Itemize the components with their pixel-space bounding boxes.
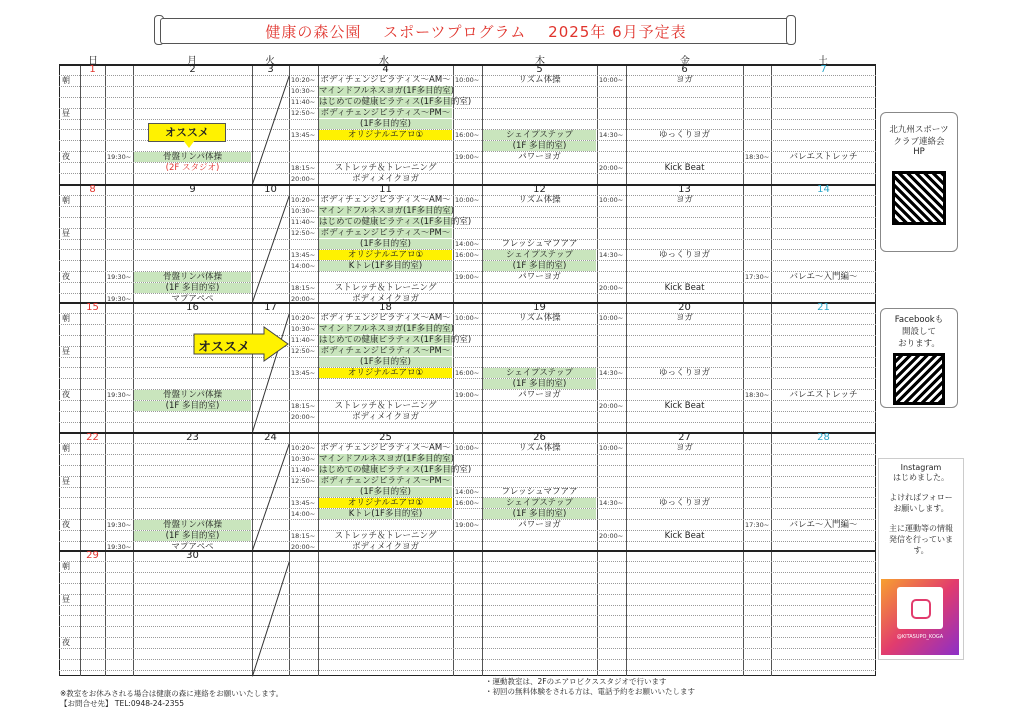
date-label: 30 [186, 550, 199, 561]
time-label: 13:45~ [291, 130, 316, 139]
day-header: 火 [265, 56, 275, 67]
fri-program: ヨガ [675, 313, 693, 324]
time-label: 14:00~ [291, 261, 316, 270]
row-line [59, 476, 876, 477]
time-slot-label: 昼 [62, 108, 70, 118]
time-slot-label: 昼 [62, 346, 70, 356]
wed-program: はじめての健康ピラティス(1F多目的室) [319, 97, 472, 108]
instagram-qr-icon [897, 587, 943, 629]
time-label: 20:00~ [599, 531, 624, 540]
date-label: 17 [264, 302, 277, 313]
thu-program: シェイプステップ [483, 250, 596, 260]
club-hp-text: 北九州スポーツ クラブ連絡会 HP [889, 125, 949, 157]
row-line [59, 411, 876, 412]
time-label: 18:15~ [291, 401, 316, 410]
time-label: 14:30~ [599, 498, 624, 507]
time-label: 10:20~ [291, 314, 316, 323]
wed-program: ストレッチ＆トレーニング [334, 400, 437, 411]
thu-program: (1F 多目的室) [483, 509, 596, 519]
row-line [59, 86, 876, 87]
date-label: 14 [817, 184, 830, 195]
thu-program: パワーヨガ [518, 151, 561, 162]
thu-program: (1F 多目的室) [483, 379, 596, 389]
column-divider [105, 64, 106, 676]
date-label: 26 [533, 432, 546, 443]
fri-program: ヨガ [675, 443, 693, 454]
time-slot-label: 朝 [62, 443, 70, 453]
row-line [59, 324, 876, 325]
time-label: 14:30~ [599, 368, 624, 377]
wed-program: マインドフルネスヨガ(1F多目的室) [319, 324, 454, 335]
wed-program: Kトレ(1F多目的室) [319, 509, 452, 519]
instagram-text: Instagram はじめました。 よければフォロー お願いします。 主に運動等の情報 発信を行っていま す。 [889, 463, 953, 555]
column-divider [597, 64, 598, 676]
mon-program: (2F スタジオ) [165, 162, 220, 173]
date-label: 16 [186, 302, 199, 313]
day-header: 木 [535, 56, 545, 67]
wed-program: オリジナルエアロ① [319, 130, 452, 140]
time-label: 12:50~ [291, 347, 316, 356]
wed-program: ボディチェンジピラティス～AM～ [320, 75, 451, 86]
date-label: 8 [89, 184, 96, 195]
wed-program: (1F多目的室) [319, 357, 452, 367]
time-label: 10:00~ [455, 196, 480, 205]
time-label: 10:00~ [599, 314, 624, 323]
date-label: 2 [189, 64, 196, 75]
time-label: 16:00~ [455, 130, 480, 139]
date-label: 5 [536, 64, 543, 75]
row-line [59, 572, 876, 573]
wed-program: ボディチェンジピラティス～AM～ [320, 443, 451, 454]
time-slot-label: 夜 [62, 638, 70, 648]
date-label: 7 [820, 64, 827, 75]
time-label: 14:30~ [599, 250, 624, 259]
time-label: 14:00~ [455, 488, 480, 496]
wed-program: はじめての健康ピラティス(1F多目的室) [319, 335, 472, 346]
time-label: 19:30~ [107, 390, 132, 399]
column-divider [252, 64, 253, 676]
time-slot-label: 昼 [62, 228, 70, 238]
time-label: 19:30~ [107, 294, 132, 303]
title-scroll-right [786, 15, 796, 45]
time-label: 11:40~ [291, 218, 316, 227]
thu-program: フレッシュマフアア [501, 239, 578, 249]
wed-program: マインドフルネスヨガ(1F多目的室) [319, 86, 454, 97]
facebook-text: Facebookも 開設して おります。 [894, 315, 944, 349]
date-label: 1 [89, 64, 96, 75]
time-slot-label: 夜 [62, 152, 70, 162]
time-label: 13:45~ [291, 250, 316, 259]
club-hp-box [880, 112, 958, 252]
time-label: 10:20~ [291, 444, 316, 453]
time-slot-label: 朝 [62, 195, 70, 205]
time-label: 18:15~ [291, 283, 316, 292]
qr-code-icon[interactable] [892, 171, 946, 225]
fri-program: ゆっくりヨガ [659, 129, 710, 140]
time-label: 10:00~ [455, 76, 480, 85]
wed-program: ボディチェンジピラティス～PM～ [320, 228, 451, 239]
time-label: 19:30~ [107, 152, 132, 161]
thu-program: (1F 多目的室) [483, 261, 596, 271]
time-label: 12:50~ [291, 477, 316, 486]
osusume-callout-1: オススメ [148, 123, 226, 142]
thu-program: リズム体操 [518, 313, 561, 324]
thu-program: パワーヨガ [518, 271, 561, 282]
time-slot-label: 夜 [62, 390, 70, 400]
thu-program: シェイプステップ [483, 498, 596, 508]
row-line [59, 173, 876, 174]
time-label: 18:15~ [291, 531, 316, 540]
date-label: 3 [267, 64, 274, 75]
sat-program: バレエストレッチ [789, 151, 858, 162]
row-line [59, 206, 876, 207]
time-label: 17:30~ [745, 520, 770, 529]
mon-program: 骨盤リンパ体操 [134, 390, 251, 400]
time-label: 10:00~ [455, 444, 480, 453]
footer-note-2: ・運動教室は、2Fのエアロビクススタジオで行います [485, 677, 667, 686]
date-label: 25 [379, 432, 392, 443]
column-divider [453, 64, 454, 676]
mon-program: (1F 多目的室) [134, 531, 251, 541]
time-slot-label: 昼 [62, 476, 70, 486]
day-header: 日 [88, 56, 98, 67]
time-label: 20:00~ [599, 283, 624, 292]
time-label: 19:00~ [455, 520, 480, 529]
row-line [59, 583, 876, 584]
thu-program: フレッシュマフアア [501, 487, 578, 497]
wed-program: ストレッチ＆トレーニング [334, 282, 437, 293]
facebook-qr-icon[interactable] [893, 353, 945, 405]
footer-contact: 【お問合せ先】 TEL:0948-24-2355 [60, 699, 185, 708]
row-line [59, 648, 876, 649]
sat-program: バレエストレッチ [789, 389, 858, 400]
time-label: 10:20~ [291, 76, 316, 85]
date-label: 29 [86, 550, 99, 561]
fri-program: ヨガ [675, 195, 693, 206]
row-line [59, 615, 876, 616]
time-label: 10:00~ [599, 444, 624, 453]
time-label: 10:30~ [291, 207, 316, 216]
time-label: 18:15~ [291, 163, 316, 172]
column-divider [743, 64, 744, 676]
time-label: 20:00~ [291, 294, 316, 303]
time-label: 10:00~ [455, 314, 480, 323]
fri-program: Kick Beat [664, 282, 705, 293]
wed-program: ストレッチ＆トレーニング [334, 530, 437, 541]
wed-program: はじめての健康ピラティス(1F多目的室) [319, 465, 472, 476]
date-label: 12 [533, 184, 546, 195]
wed-program: ボディチェンジピラティス～PM～ [320, 476, 451, 487]
wed-program: ボディチェンジピラティス～PM～ [320, 108, 451, 119]
wed-program: ボディメイクヨガ [352, 411, 419, 422]
instagram-handle: @KITASUPO_KOGA [896, 634, 944, 640]
wed-program: オリジナルエアロ① [319, 498, 452, 508]
time-label: 20:00~ [599, 163, 624, 172]
row-line [59, 119, 876, 120]
time-label: 16:00~ [455, 250, 480, 259]
time-label: 14:30~ [599, 130, 624, 139]
date-label: 20 [678, 302, 691, 313]
mon-program: 骨盤リンパ体操 [134, 520, 251, 530]
time-label: 11:40~ [291, 466, 316, 475]
wed-program: はじめての健康ピラティス(1F多目的室) [319, 217, 472, 228]
time-label: 19:30~ [107, 520, 132, 529]
date-label: 19 [533, 302, 546, 313]
time-label: 16:00~ [455, 368, 480, 377]
date-label: 10 [264, 184, 277, 195]
column-divider [80, 64, 81, 676]
row-line [59, 561, 876, 562]
row-line [59, 108, 876, 109]
sat-program: バレエ～入門編～ [789, 271, 858, 282]
wed-program: ストレッチ＆トレーニング [334, 162, 437, 173]
date-label: 28 [817, 432, 830, 443]
wed-program: ボディチェンジピラティス～AM～ [320, 195, 451, 206]
wed-program: ボディチェンジピラティス～PM～ [320, 346, 451, 357]
time-label: 10:30~ [291, 87, 316, 96]
facebook-box [880, 308, 958, 408]
thu-program: (1F 多目的室) [483, 141, 596, 151]
time-label: 10:30~ [291, 325, 316, 334]
time-label: 19:30~ [107, 542, 132, 551]
wed-program: ボディメイクヨガ [352, 173, 419, 184]
wed-program: ボディメイクヨガ [352, 293, 419, 304]
thu-program: シェイプステップ [483, 130, 596, 140]
time-label: 13:45~ [291, 368, 316, 377]
time-label: 13:45~ [291, 498, 316, 507]
time-slot-label: 朝 [62, 561, 70, 571]
date-label: 27 [678, 432, 691, 443]
mon-program: (1F 多目的室) [134, 283, 251, 293]
wed-program: (1F多目的室) [319, 239, 452, 249]
day-header: 金 [680, 56, 690, 67]
thu-program: リズム体操 [518, 75, 561, 86]
date-label: 11 [379, 184, 392, 195]
fri-program: ゆっくりヨガ [659, 249, 710, 260]
wed-program: マインドフルネスヨガ(1F多目的室) [319, 454, 454, 465]
sat-program: バレエ～入門編～ [789, 519, 858, 530]
time-label: 10:20~ [291, 196, 316, 205]
date-label: 18 [379, 302, 392, 313]
date-label: 24 [264, 432, 277, 443]
wed-program: Kトレ(1F多目的室) [319, 261, 452, 271]
time-label: 14:00~ [291, 509, 316, 518]
row-line [59, 659, 876, 660]
wed-program: (1F多目的室) [319, 119, 452, 129]
row-line [59, 670, 876, 671]
row-line [59, 605, 876, 606]
row-line [59, 422, 876, 423]
fri-program: ゆっくりヨガ [659, 497, 710, 508]
wed-program: ボディメイクヨガ [352, 541, 419, 552]
time-label: 12:50~ [291, 109, 316, 118]
instagram-qr-card[interactable] [881, 579, 959, 655]
mon-program: マプアペペ [171, 541, 214, 552]
wed-program: マインドフルネスヨガ(1F多目的室) [319, 206, 454, 217]
time-slot-label: 昼 [62, 594, 70, 604]
time-slot-label: 夜 [62, 272, 70, 282]
time-label: 14:00~ [455, 240, 480, 248]
day-header: 水 [379, 56, 389, 67]
time-label: 17:30~ [745, 272, 770, 281]
thu-program: リズム体操 [518, 443, 561, 454]
osusume-arrow-callout [194, 327, 290, 365]
day-header: 土 [818, 56, 828, 67]
row-line [59, 594, 876, 595]
wed-program: (1F多目的室) [319, 487, 452, 497]
date-label: 22 [86, 432, 99, 443]
fri-program: Kick Beat [664, 162, 705, 173]
time-slot-label: 朝 [62, 75, 70, 85]
time-label: 19:30~ [107, 272, 132, 281]
wed-program: オリジナルエアロ① [319, 368, 452, 378]
fri-program: ヨガ [675, 75, 693, 86]
row-line [59, 260, 876, 261]
time-slot-label: 朝 [62, 313, 70, 323]
time-label: 10:30~ [291, 455, 316, 464]
fri-program: Kick Beat [664, 400, 705, 411]
time-label: 19:00~ [455, 272, 480, 281]
time-label: 18:30~ [745, 152, 770, 161]
row-line [59, 346, 876, 347]
date-label: 6 [681, 64, 688, 75]
thu-program: パワーヨガ [518, 519, 561, 530]
time-label: 19:00~ [455, 152, 480, 161]
row-line [59, 454, 876, 455]
row-line [59, 626, 876, 627]
osusume-arrow-label: オススメ [198, 340, 250, 355]
row-line [59, 637, 876, 638]
row-line [59, 228, 876, 229]
thu-program: シェイプステップ [483, 368, 596, 378]
time-label: 16:00~ [455, 498, 480, 507]
instagram-logo-icon [911, 599, 931, 619]
row-line [59, 378, 876, 379]
date-label: 9 [189, 184, 196, 195]
time-label: 20:00~ [291, 542, 316, 551]
day-header: 月 [187, 56, 197, 67]
date-label: 13 [678, 184, 691, 195]
time-label: 11:40~ [291, 98, 316, 107]
wed-program: オリジナルエアロ① [319, 250, 452, 260]
row-line [59, 357, 876, 358]
column-divider [289, 64, 290, 676]
time-slot-label: 夜 [62, 520, 70, 530]
instagram-box [878, 458, 964, 660]
date-label: 21 [817, 302, 830, 313]
thu-program: パワーヨガ [518, 389, 561, 400]
date-label: 4 [382, 64, 389, 75]
page-title: 健康の森公園 スポーツプログラム 2025年 6月予定表 [265, 23, 687, 41]
time-label: 18:30~ [745, 390, 770, 399]
time-label: 11:40~ [291, 336, 316, 345]
date-label: 15 [86, 302, 99, 313]
time-label: 20:00~ [291, 174, 316, 183]
mon-program: マプアペペ [171, 293, 214, 304]
thu-program: リズム体操 [518, 195, 561, 206]
time-label: 10:00~ [599, 76, 624, 85]
footer-note-3: ・初回の無料体験をされる方は、電話予約をお願いいたします [485, 687, 695, 696]
mon-program: 骨盤リンパ体操 [134, 272, 251, 282]
footer-note-1: ※教室をお休みされる場合は健康の森に連絡をお願いいたします。 [60, 689, 284, 698]
time-label: 10:00~ [599, 196, 624, 205]
wed-program: ボディチェンジピラティス～AM～ [320, 313, 451, 324]
time-label: 12:50~ [291, 229, 316, 238]
row-line [59, 508, 876, 509]
fri-program: Kick Beat [664, 530, 705, 541]
date-label: 23 [186, 432, 199, 443]
mon-program: (1F 多目的室) [134, 401, 251, 411]
title-banner [160, 18, 792, 44]
time-label: 20:00~ [291, 412, 316, 421]
mon-program: 骨盤リンパ体操 [134, 152, 251, 162]
time-label: 19:00~ [455, 390, 480, 399]
time-label: 20:00~ [599, 401, 624, 410]
callout-pointer-icon [183, 140, 195, 148]
fri-program: ゆっくりヨガ [659, 367, 710, 378]
